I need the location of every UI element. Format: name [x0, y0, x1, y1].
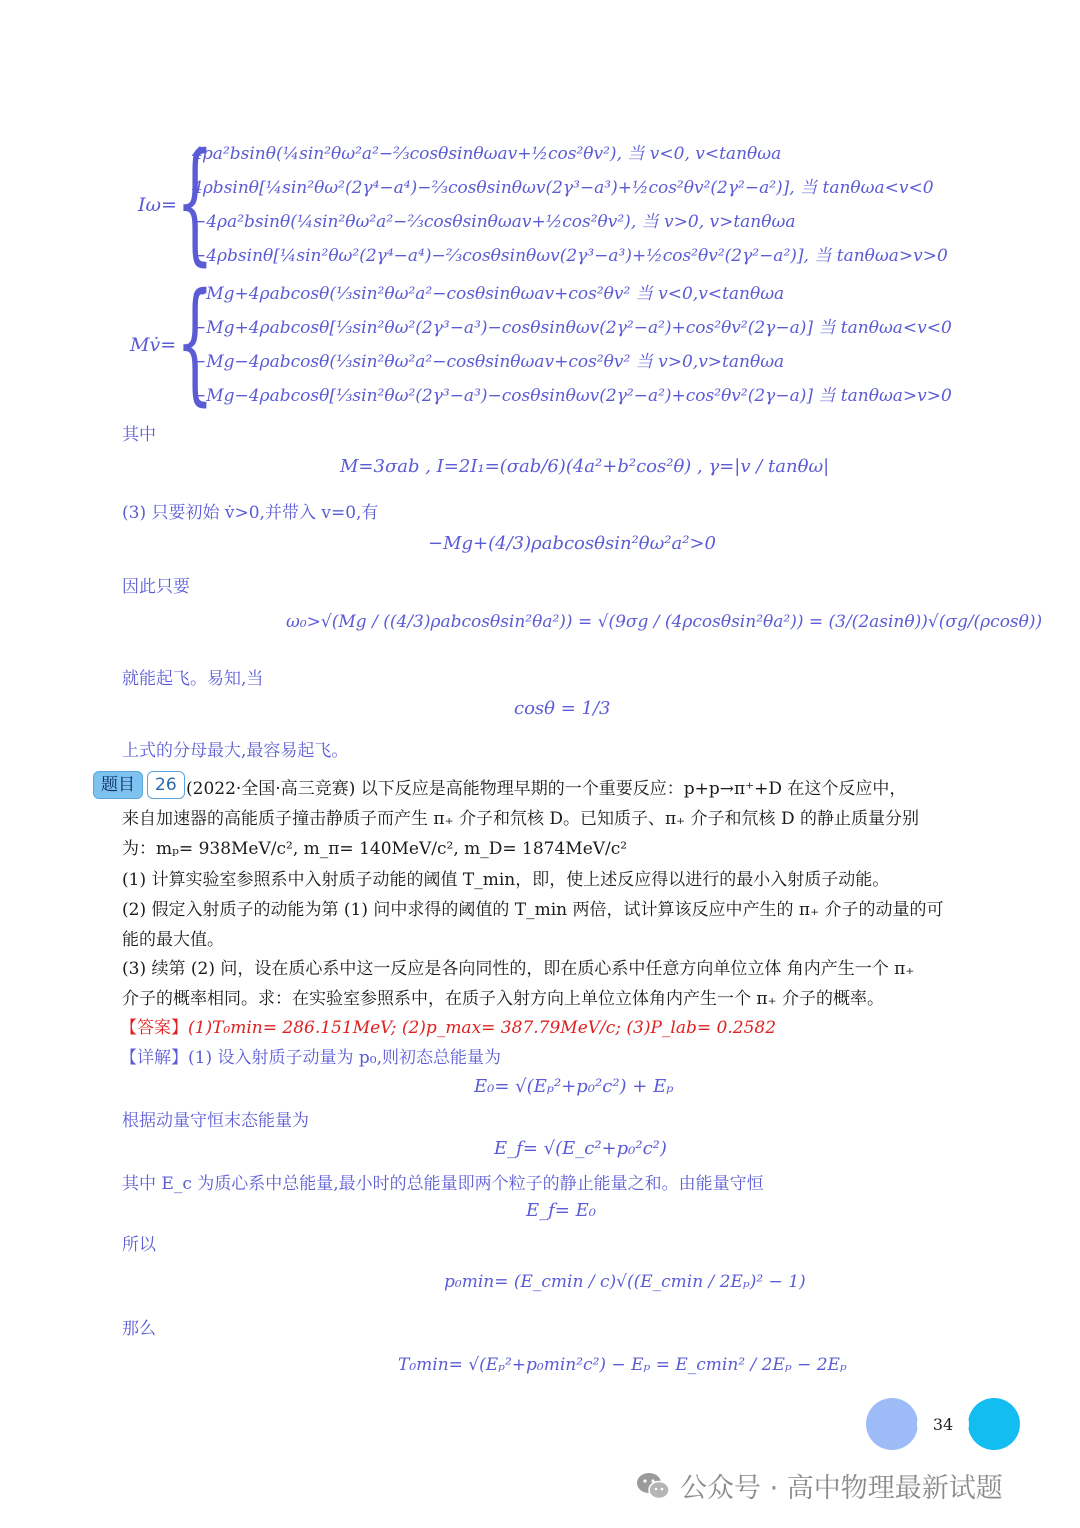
page-circle-right — [968, 1398, 1020, 1450]
detail-text-5: 那么 — [122, 1319, 156, 1339]
problem-line-3: 为：mₚ= 938MeV/c², m_π= 140MeV/c², m_D= 1874MeV/c² — [122, 839, 628, 859]
i-omega-lhs: Iω= — [138, 194, 177, 216]
i-omega-row-3: −4ρa²bsinθ(¼sin²θω²a²−⅔cosθsinθωav+½cos²θv²), 当 v>0, v>tanθωa — [192, 212, 796, 232]
problem-line-7: (3) 续第 (2) 问，设在质心系中这一反应是各向同性的，即在质心系中任意方向单位立体 角内产生一个 π₊ — [122, 959, 915, 979]
answer-label: 【答案】 — [120, 1018, 188, 1038]
page-number — [917, 1398, 969, 1450]
problem-line-5: (2) 假定入射质子的动能为第 (1) 问中求得的阈值的 T_min 两倍，试计算该反应中产生的 π₊ 介子的动量的可 — [122, 900, 944, 920]
problem-line-6: 能的最大值。 — [122, 930, 224, 950]
omega-equation: ω₀>√(Mg / ((4/3)ρabcosθsin²θa²)) = √(9σg / (4ρcosθsin²θa²)) = (3/(2asinθ))√(σg/(ρcosθ)) — [286, 612, 1043, 632]
where-label: 其中 — [122, 425, 156, 445]
detail-text-2: 根据动量守恒末态能量为 — [122, 1111, 309, 1131]
i-omega-row-4: −4ρbsinθ[¼sin²θω²(2γ⁴−a⁴)−⅔cosθsinθωv(2γ³−a³)+½cos²θv²(2γ²−a²)], 当 tanθωa>v>0 — [192, 246, 948, 266]
detail-label: 【详解】 — [120, 1048, 188, 1068]
i-omega-row-1: 4ρa²bsinθ(¼sin²θω²a²−⅔cosθsinθωav+½cos²θv²), 当 v<0, v<tanθωa — [192, 144, 782, 164]
detail-line-1 — [120, 1043, 501, 1068]
fly-text: 就能起飞。易知,当 — [122, 669, 264, 689]
detail-text-1: (1) 设入射质子动量为 p₀,则初态总能量为 — [188, 1048, 501, 1068]
conclusion-text: 上式的分母最大,最容易起飞。 — [122, 741, 349, 761]
therefore-text: 因此只要 — [122, 577, 190, 597]
where-equation: M=3σab , I=2I₁=(σab/6)(4a²+b²cos²θ) , γ=|v / tanθω| — [340, 456, 830, 477]
detail-text-4: 所以 — [122, 1235, 156, 1255]
m-vdot-lhs: Mv̇= — [130, 334, 177, 356]
i-omega-brace: { — [176, 125, 214, 279]
m-vdot-row-1: −Mg+4ρabcosθ(⅓sin²θω²a²−cosθsinθωav+cos²θv² 当 v<0,v<tanθωa — [192, 284, 785, 304]
m-vdot-row-3: −Mg−4ρabcosθ(⅓sin²θω²a²−cosθsinθωav+cos²θv² 当 v>0,v>tanθωa — [192, 352, 785, 372]
problem-line-4: (1) 计算实验室参照系中入射质子动能的阈值 T_min，即，使上述反应得以进行的最小入射质子动能。 — [122, 870, 890, 890]
problem-line-2: 来自加速器的高能质子撞击静质子而产生 π₊ 介子和氘核 D。已知质子、π₊ 介子和氘核 D 的静止质量分别 — [122, 809, 919, 829]
answer-text: (1)T₀min= 286.151MeV; (2)p_max= 387.79MeV/c; (3)P_lab= 0.2582 — [188, 1018, 777, 1038]
wechat-icon — [636, 1471, 670, 1501]
page-circle-left — [866, 1398, 918, 1450]
problem-tag: 题目 — [93, 771, 143, 799]
detail-equation-2: E_f= √(E_c²+p₀²c²) — [494, 1138, 667, 1159]
detail-text-3: 其中 E_c 为质心系中总能量,最小时的总能量即两个粒子的静止能量之和。由能量守恒 — [122, 1174, 764, 1194]
i-omega-row-2: 4ρbsinθ[¼sin²θω²(2γ⁴−a⁴)−⅔cosθsinθωv(2γ³−a³)+½cos²θv²(2γ²−a²)], 当 tanθωa<v<0 — [192, 178, 934, 198]
m-vdot-row-2: −Mg+4ρabcosθ[⅓sin²θω²(2γ³−a³)−cosθsinθωv(2γ²−a²)+cos²θv²(2γ−a)] 当 tanθωa<v<0 — [192, 318, 952, 338]
cos-equation: cosθ = 1/3 — [514, 698, 611, 719]
part3-equation: −Mg+(4/3)ρabcosθsin²θω²a²>0 — [428, 533, 716, 554]
m-vdot-brace: { — [176, 265, 214, 419]
watermark — [636, 1466, 1003, 1505]
problem-line-1: (2022·全国·高三竞赛) 以下反应是高能物理早期的一个重要反应：p+p→π⁺+D 在这个反应中， — [186, 779, 907, 799]
watermark-text: 公众号 · 高中物理最新试题 — [680, 1473, 1003, 1504]
part3-text: (3) 只要初始 v̇>0,并带入 v=0,有 — [122, 503, 379, 523]
problem-number: 26 — [147, 771, 185, 799]
page-number-text: 34 — [932, 1414, 954, 1434]
problem-line-8: 介子的概率相同。求：在实验室参照系中，在质子入射方向上单位立体角内产生一个 π₊ 介子的概率。 — [122, 989, 884, 1009]
detail-equation-4: p₀min= (E_cmin / c)√((E_cmin / 2Eₚ)² − 1) — [444, 1272, 806, 1292]
answer-line — [120, 1013, 776, 1038]
detail-equation-1: E₀= √(Eₚ²+p₀²c²) + Eₚ — [474, 1076, 674, 1097]
detail-equation-5: T₀min= √(Eₚ²+p₀min²c²) − Eₚ = E_cmin² / 2Eₚ − 2Eₚ — [398, 1355, 847, 1375]
detail-equation-3: E_f= E₀ — [526, 1200, 596, 1221]
m-vdot-row-4: −Mg−4ρabcosθ[⅓sin²θω²(2γ³−a³)−cosθsinθωv(2γ²−a²)+cos²θv²(2γ−a)] 当 tanθωa>v>0 — [192, 386, 952, 406]
